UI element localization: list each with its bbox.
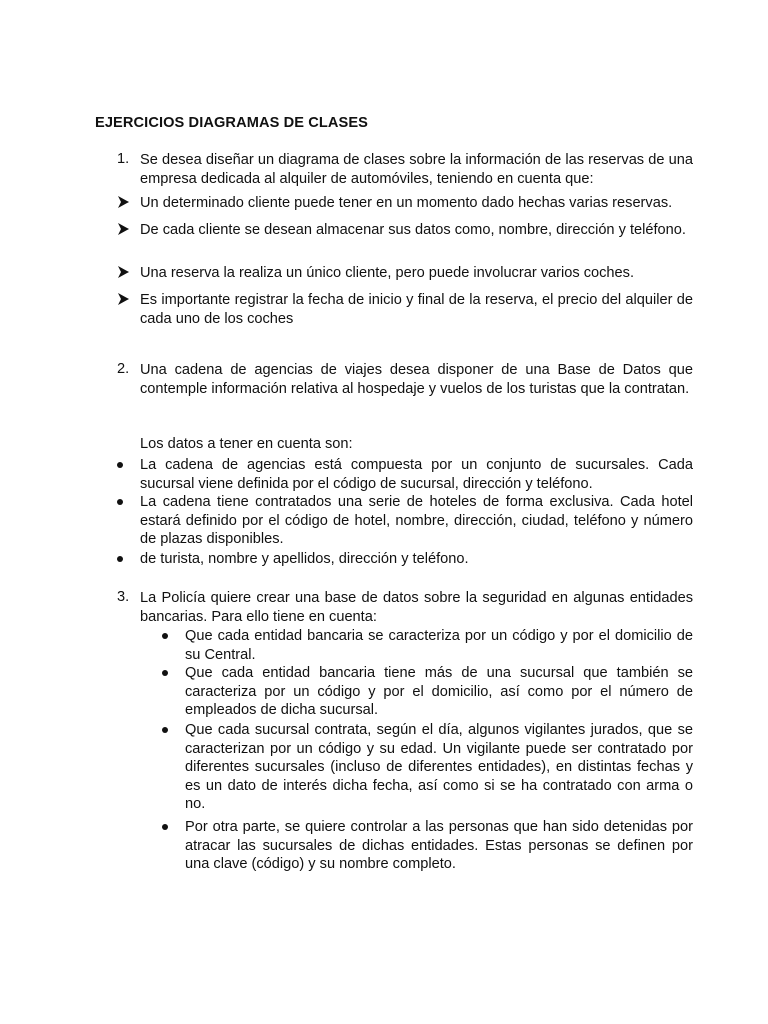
exercise-1-point-text: Un determinado cliente puede tener en un momento dado hechas varias reservas.	[140, 195, 673, 211]
exercise-2-intro: Una cadena de agencias de viajes desea disponer de una Base de Datos que contemple información relativa al hospedaje y vuelos de los turistas que la contratan.	[140, 362, 693, 397]
bullet-dot-icon	[162, 633, 168, 639]
exercise-3-point-text: Que cada entidad bancaria se caracteriza por un código y por el domicilio de su Central.	[185, 628, 693, 663]
exercise-2-point-text: La cadena tiene contratados una serie de hoteles de forma exclusiva. Cada hotel estará definido por el código de hotel, nombre, dirección, ciudad, teléfono y número de plazas disponibles.	[140, 494, 693, 547]
arrow-bullet-icon	[117, 195, 130, 209]
exercise-1-intro: Se desea diseñar un diagrama de clases sobre la información de las reservas de una empresa dedicada al alquiler de automóviles, teniendo en cuenta que:	[140, 152, 693, 187]
bullet-dot-icon	[162, 670, 168, 676]
exercise-1-point-text: Una reserva la realiza un único cliente, pero puede involucrar varios coches.	[140, 265, 635, 281]
exercise-3-point-text: Que cada sucursal contrata, según el día, algunos vigilantes jurados, que se caracterizan por un código y su edad. Un vigilante puede ser contratado por diferentes sucursales (incluso de diferentes entidades), en distintas fechas y es un dato de interés dicha fecha, así como si se ha contratado con arma o no.	[185, 722, 693, 812]
exercise-2-number: 2.	[117, 361, 130, 377]
exercise-2-data-label: Los datos a tener en cuenta son:	[140, 436, 353, 452]
bullet-dot-icon	[117, 462, 123, 468]
exercise-1-number: 1.	[117, 151, 130, 167]
arrow-bullet-icon	[117, 265, 130, 279]
bullet-dot-icon	[162, 727, 168, 733]
bullet-dot-icon	[162, 824, 168, 830]
document-title: EJERCICIOS DIAGRAMAS DE CLASES	[95, 115, 369, 131]
exercise-3-point-text: Por otra parte, se quiere controlar a las personas que han sido detenidas por atracar las sucursales de dichas entidades. Estas personas se definen por una clave (código) y su nombre completo.	[185, 819, 693, 872]
arrow-bullet-icon	[117, 292, 130, 306]
exercise-3-intro: La Policía quiere crear una base de datos sobre la seguridad en algunas entidades bancarias. Para ello tiene en cuenta:	[140, 590, 693, 625]
bullet-dot-icon	[117, 499, 123, 505]
bullet-dot-icon	[117, 556, 123, 562]
exercise-1-point-text: De cada cliente se desean almacenar sus datos como, nombre, dirección y teléfono.	[140, 222, 686, 238]
exercise-1-point-text: Es importante registrar la fecha de inicio y final de la reserva, el precio del alquiler de cada uno de los coches	[140, 292, 693, 327]
arrow-bullet-icon	[117, 222, 130, 236]
exercise-2-point-text: de turista, nombre y apellidos, dirección y teléfono.	[140, 551, 469, 567]
exercise-3-number: 3.	[117, 589, 130, 605]
exercise-3-point-text: Que cada entidad bancaria tiene más de una sucursal que también se caracteriza por un código y por el domicilio, así como por el número de empleados de dicha sucursal.	[185, 665, 693, 718]
exercise-2-point-text: La cadena de agencias está compuesta por un conjunto de sucursales. Cada sucursal viene definida por el código de sucursal, dirección y teléfono.	[140, 457, 693, 492]
